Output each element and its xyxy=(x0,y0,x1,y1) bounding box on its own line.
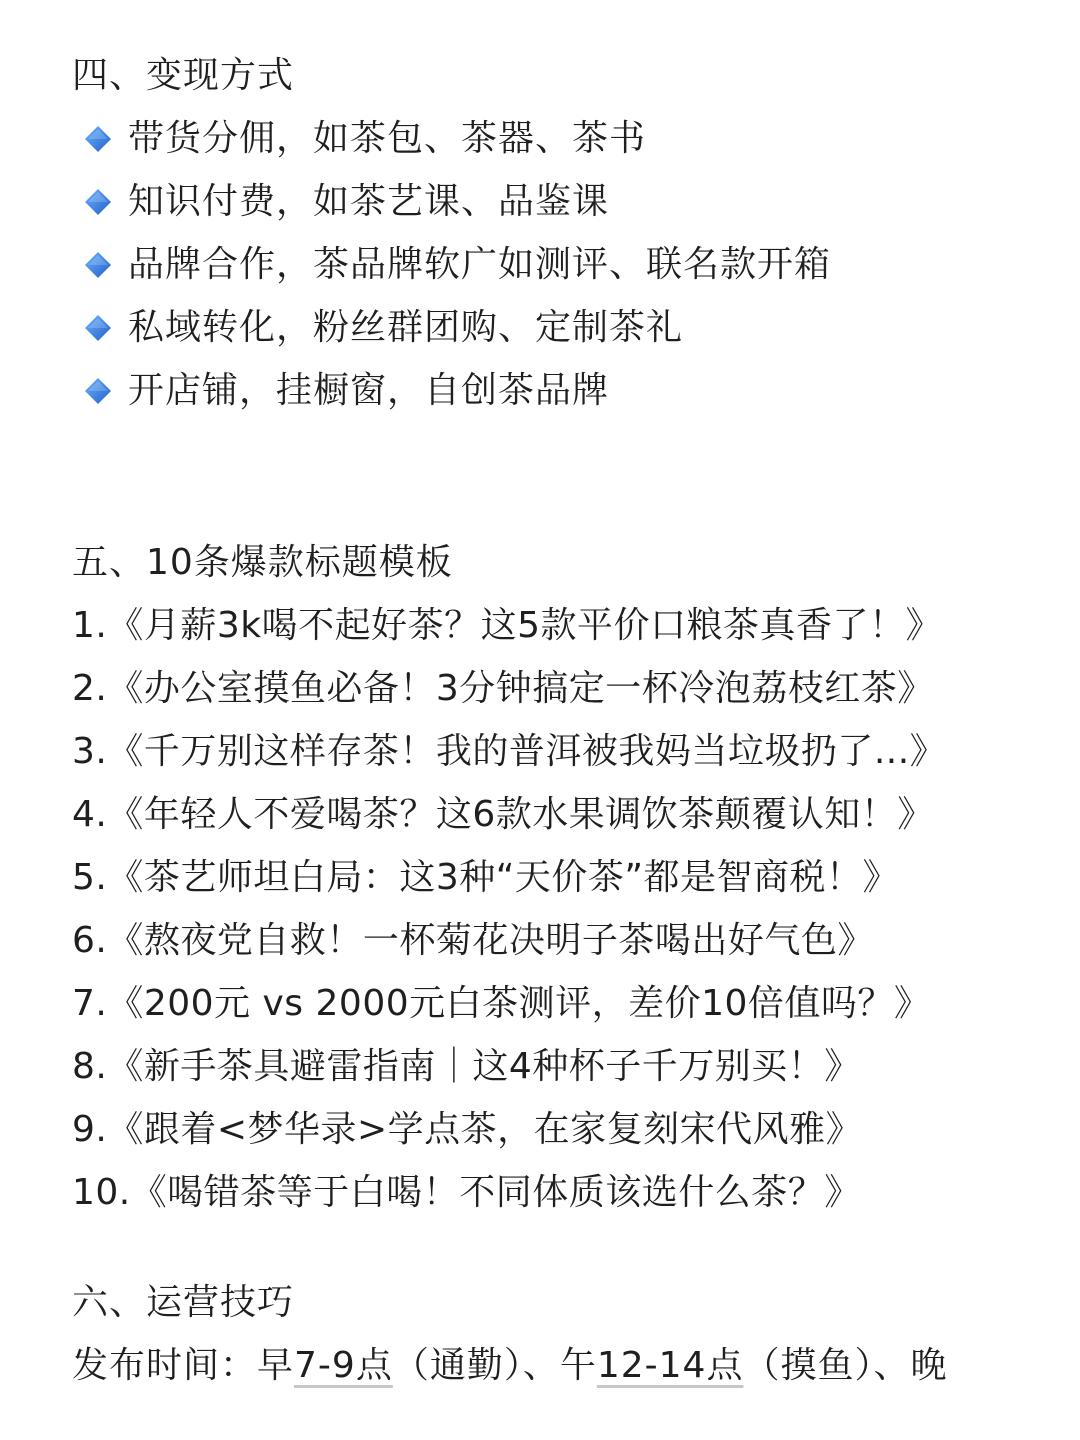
document-page xyxy=(72,48,1040,1394)
list-item: 8.《新手茶具避雷指南｜这4种杯子千万别买！》 xyxy=(72,1046,861,1087)
section-5-title: 五、10条爆款标题模板 xyxy=(72,542,453,583)
list-item: 5.《茶艺师坦白局：这3种“天价茶”都是智商税！》 xyxy=(72,857,900,898)
blue-diamond-icon xyxy=(84,314,112,342)
spacer xyxy=(72,426,1040,535)
blue-diamond-icon xyxy=(84,251,112,279)
posting-time-prefix: 发布时间：早 xyxy=(72,1345,295,1386)
list-item xyxy=(72,300,1040,356)
title-template-list xyxy=(72,598,1040,1221)
list-item xyxy=(72,174,1040,230)
spacer xyxy=(72,1228,1040,1275)
list-item xyxy=(72,237,1040,293)
list-item: 1.《月薪3k喝不起好茶？这5款平价口粮茶真香了！》 xyxy=(72,605,943,646)
section-6-title: 六、运营技巧 xyxy=(72,1282,295,1323)
list-item: 6.《熬夜党自救！一杯菊花决明子茶喝出好气色》 xyxy=(72,920,874,961)
noon-time: 12-14点 xyxy=(596,1345,744,1386)
list-item-text: 带货分佣，如茶包、茶器、茶书 xyxy=(128,118,647,159)
list-item: 10.《喝错茶等于白喝！不同体质该选什么茶？》 xyxy=(72,1172,861,1213)
list-item: 9.《跟着<梦华录>学点茶，在家复刻宋代风雅》 xyxy=(72,1109,863,1150)
list-item-text: 私域转化，粉丝群团购、定制茶礼 xyxy=(128,307,684,348)
list-item-text: 开店铺，挂橱窗，自创茶品牌 xyxy=(128,370,610,411)
list-item xyxy=(72,111,1040,167)
morning-time: 7-9点 xyxy=(294,1345,393,1386)
section-4-title: 四、变现方式 xyxy=(72,55,295,96)
list-item-text: 知识付费，如茶艺课、品鉴课 xyxy=(128,181,610,222)
list-item: 3.《千万别这样存茶！我的普洱被我妈当垃圾扔了...》 xyxy=(72,731,947,772)
list-item: 7.《200元 vs 2000元白茶测评，差价10倍值吗？》 xyxy=(72,983,931,1024)
posting-time-line xyxy=(72,1338,1040,1394)
posting-time-part2: （通勤）、午 xyxy=(392,1345,597,1386)
list-item: 2.《办公室摸鱼必备！3分钟搞定一杯冷泡荔枝红茶》 xyxy=(72,668,934,709)
list-item: 4.《年轻人不爱喝茶？这6款水果调饮茶颠覆认知！》 xyxy=(72,794,934,835)
monetization-list xyxy=(72,111,1040,419)
blue-diamond-icon xyxy=(84,188,112,216)
list-item-text: 品牌合作，茶品牌软广如测评、联名款开箱 xyxy=(128,244,832,285)
blue-diamond-icon xyxy=(84,125,112,153)
posting-time-part3: （摸鱼）、晚 xyxy=(743,1345,948,1386)
list-item xyxy=(72,363,1040,419)
blue-diamond-icon xyxy=(84,377,112,405)
